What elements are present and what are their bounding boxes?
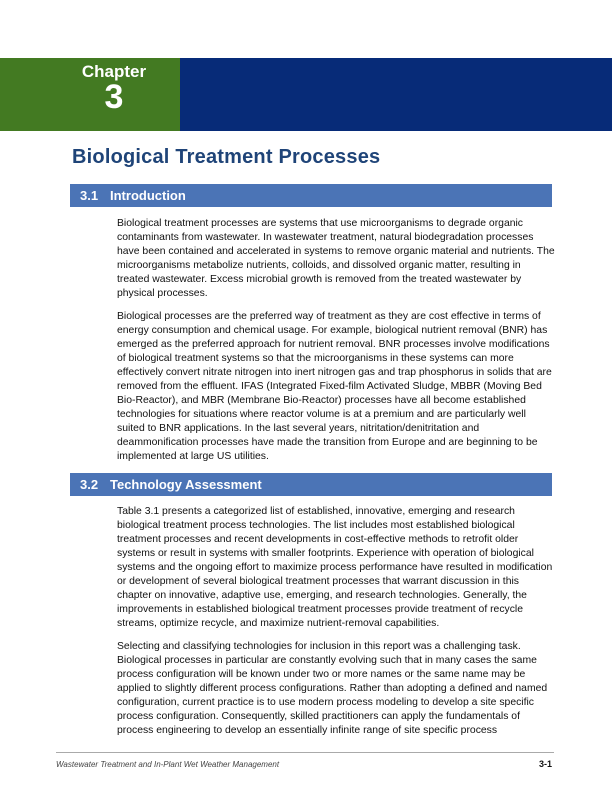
section-number: 3.2: [80, 477, 99, 492]
text-line: improvements in established biological treatment processes provide treatment of recycle: [117, 604, 524, 615]
text-line: suited to BNR applications. In the last several years, nitritation/denitritation and: [117, 423, 480, 434]
text-line: removed from the effluent. IFAS (Integrated Fixed-film Activated Sludge, MBBR (Moving Bed: [117, 381, 542, 392]
text-line: Bio-Reactor), and MBR (Membrane Bio-Reactor) processes have all become established: [117, 395, 526, 406]
chapter-banner: [0, 58, 612, 131]
text-line: configuration, current practice is to use modern process modeling to develop a site specific: [117, 697, 534, 708]
text-line: technologies for situations where reactor volume is at a premium and are particularly well: [117, 409, 526, 420]
paragraph: [117, 310, 597, 464]
footer-title: Wastewater Treatment and In-Plant Wet Weather Management: [56, 760, 280, 769]
text-line: applied to slightly different process configurations. Rather than adopting a defined and named: [117, 683, 548, 694]
paragraph: [117, 640, 597, 738]
text-line: biological treatment process technologies. The list includes most established biological: [117, 520, 515, 531]
page-number: 3-1: [538, 759, 552, 769]
section-title: Technology Assessment: [110, 477, 262, 492]
text-line: or development of several biological treatment processes that warrant discussion in this: [117, 576, 519, 587]
section-heading-introduction: [70, 184, 552, 207]
section-title: Introduction: [110, 188, 186, 203]
section-heading-technology-assessment: [70, 473, 552, 496]
text-line: systems and the ongoing effort to maximize process performance have resulted in modification: [117, 562, 553, 573]
text-line: of biological treatment systems so that the microorganisms in these systems can more: [117, 353, 514, 364]
text-line: treated wastewater. Excess microbial growth is removed from the treated wastewater by: [117, 274, 522, 285]
text-line: physical processes.: [117, 288, 208, 299]
text-line: chapter on innovative, adaptive use, emerging, and research technologies. Generally, the: [117, 590, 527, 601]
text-line: process engineering to develop an essentially infinite range of site specific process: [117, 725, 498, 736]
text-line: deammonification processes have made the transition from Europe and are beginning to be: [117, 437, 538, 448]
text-line: process configuration will be known under two or more names or the same name may be: [117, 669, 526, 680]
text-line: systems or result in systems with smaller footprints. Experience with operation of biological: [117, 548, 534, 559]
paragraph: [117, 217, 597, 301]
text-line: Biological treatment processes are systems that use microorganisms to degrade organic: [117, 218, 524, 229]
text-line: Biological processes are the preferred way of treatment as they are cost effective in terms of: [117, 311, 541, 322]
chapter-banner-blue: [180, 58, 612, 131]
chapter-label: Chapter: [81, 62, 147, 81]
text-line: energy consumption and chemical usage. For example, biological nutrient removal (BNR) has: [117, 325, 548, 336]
text-line: emerged as the preferred approach for nutrient removal. BNR processes involve modifications: [117, 339, 550, 350]
section-number: 3.1: [80, 188, 99, 203]
text-line: Biological processes in particular are constantly evolving such that in many cases the same: [117, 655, 537, 666]
text-line: effectively convert nitrate nitrogen into inert nitrogen gas and trap phosphorus in solids that are: [117, 367, 552, 378]
text-line: process configuration. Consequently, skilled practitioners can apply the fundamentals of: [117, 711, 520, 722]
chapter-number: 3: [104, 78, 124, 116]
page-title: Biological Treatment Processes: [72, 146, 381, 168]
text-line: treatment processes and recent developments in cost-effective methods to retrofit older: [117, 534, 519, 545]
text-line: contaminants from wastewater. In wastewater treatment, natural biodegradation processes: [117, 232, 534, 243]
text-line: Selecting and classifying technologies for inclusion in this report was a challenging task.: [117, 641, 521, 652]
footer-divider: [56, 752, 554, 753]
text-line: Table 3.1 presents a categorized list of established, innovative, emerging and research: [117, 506, 515, 517]
paragraph: [117, 505, 597, 631]
text-line: have been contained and accelerated in systems to remove organic material and nutrients. The: [117, 246, 555, 257]
text-line: implemented at large US utilities.: [117, 451, 269, 462]
text-line: microorganisms metabolize nutrients, colloids, and dissolved organic matter, resulting in: [117, 260, 521, 271]
text-line: streams, optimize recycle, and maximize nutrient-removal capabilities.: [117, 618, 440, 629]
